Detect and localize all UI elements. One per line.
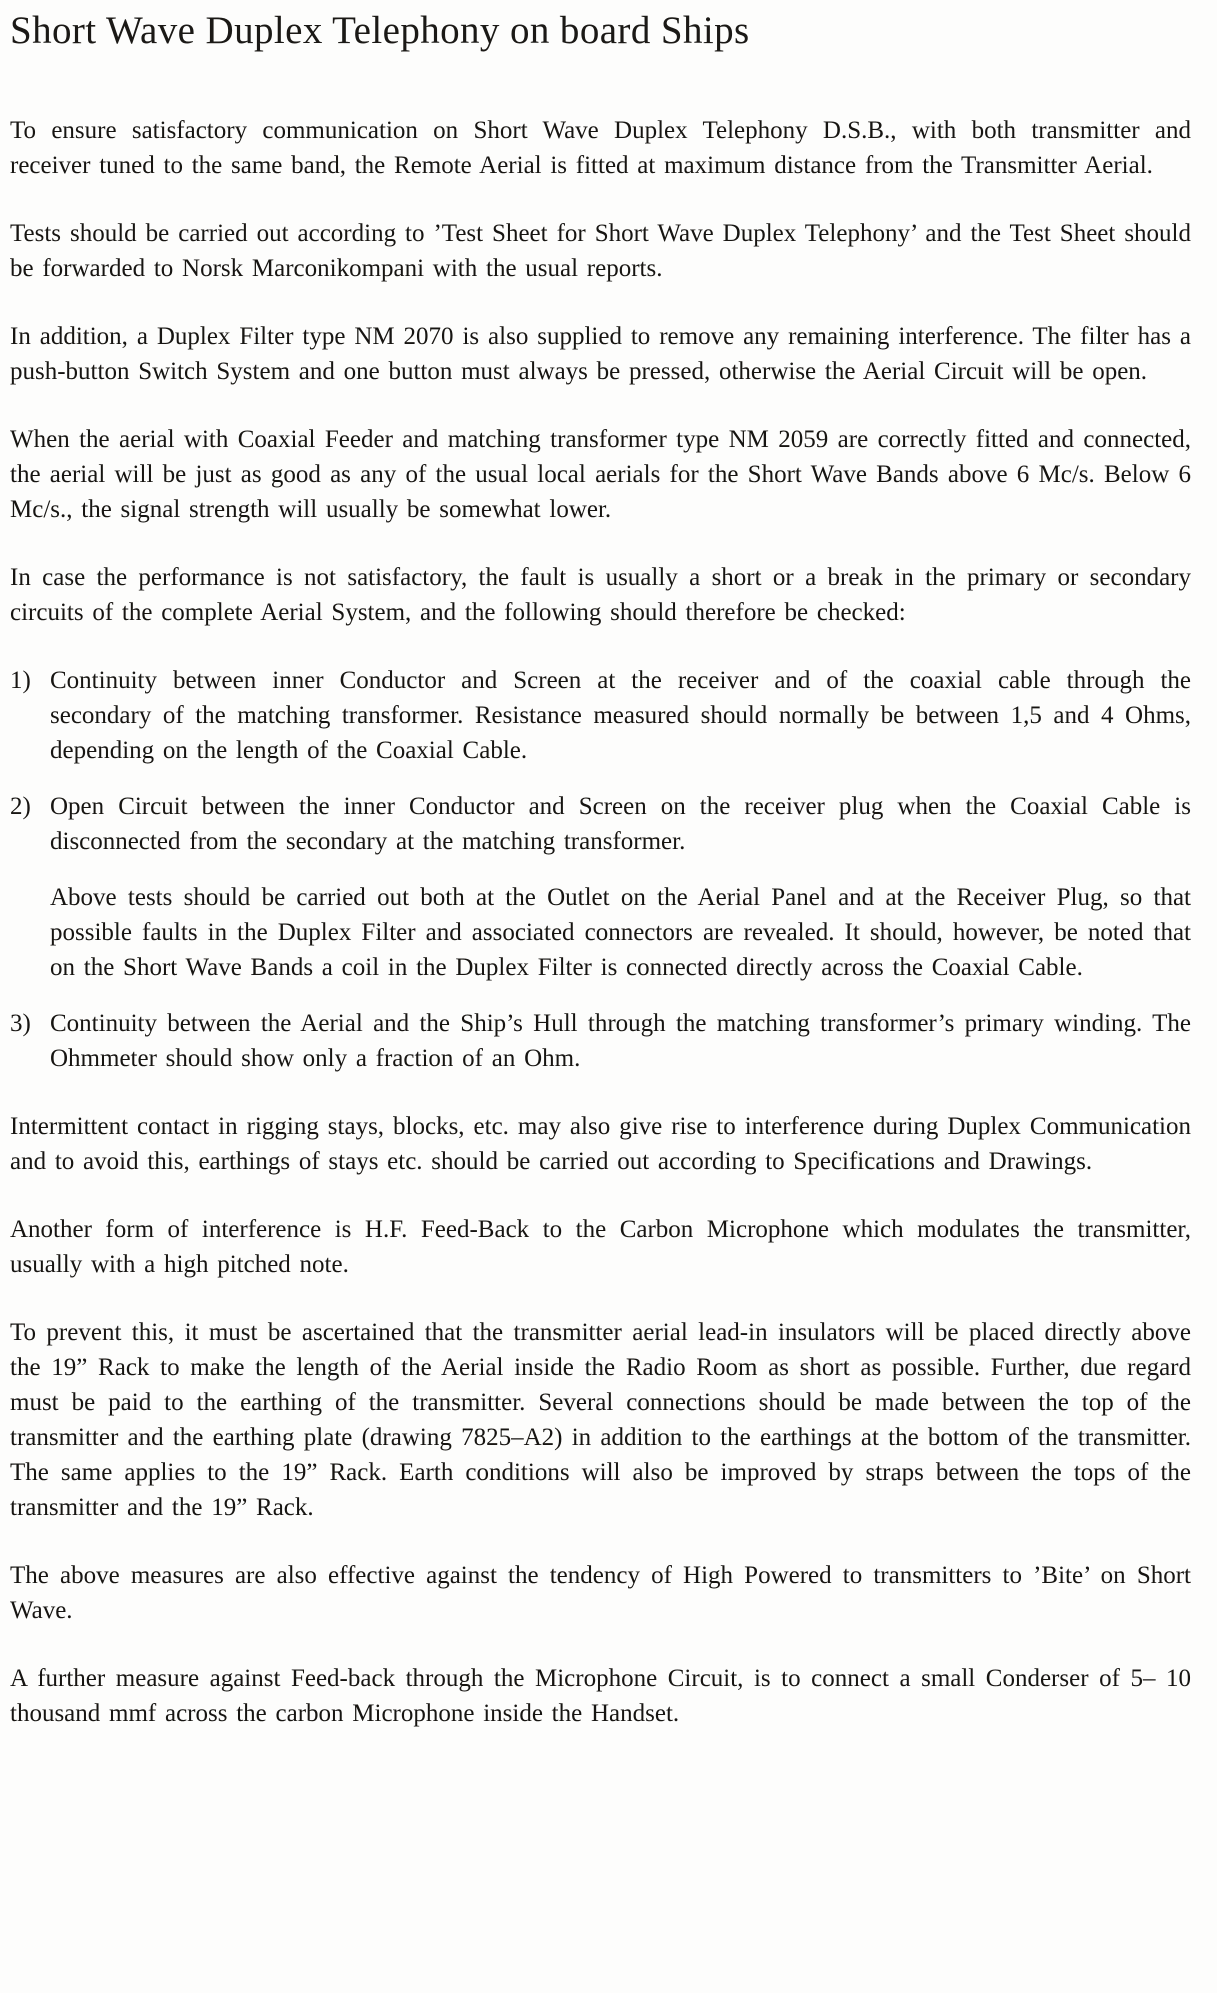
paragraph-closing-1: Intermittent contact in rigging stays, blocks, etc. may also give rise to interference during Duplex Communication and to avoid this, earthings of stays etc. should be carried out according to Specifications and Drawings.: [10, 1113, 1191, 1175]
paragraph-closing-5: A further measure against Feed-back through the Microphone Circuit, is to connect a small Conderser of 5– 10 thousand mmf across the carbon Microphone inside the Handset.: [10, 1665, 1191, 1727]
checklist-item-1-body: [50, 663, 1191, 768]
paragraph-intro-4: When the aerial with Coaxial Feeder and matching transformer type NM 2059 are correctly fitted and connected, the aerial will be just as good as any of the usual local aerials for the Short Wave Bands above 6 Mc/s. Below 6 Mc/s., the signal strength will usually be somewhat lower.: [10, 426, 1191, 523]
checklist-item-2: [10, 789, 1191, 985]
checklist-item-3-marker: 3): [10, 1010, 31, 1037]
paragraph-closing-4: The above measures are also effective against the tendency of High Powered to transmitters to ’Bite’ on Short Wave.: [10, 1562, 1191, 1624]
checklist-item-2-note: Above tests should be carried out both at the Outlet on the Aerial Panel and at the Receiver Plug, so that possible faults in the Duplex Filter and associated connectors are revealed. It should, however, be noted that on the Short Wave Bands a coil in the Duplex Filter is connected directly across the Coaxial Cable.: [50, 884, 1191, 981]
checklist-item-2-body: [50, 789, 1191, 985]
checklist-item-1-marker: 1): [10, 667, 31, 694]
paragraph-intro-2: Tests should be carried out according to ’Test Sheet for Short Wave Duplex Telephony’ and the Test Sheet should be forwarded to Norsk Marconikompani with the usual reports.: [10, 220, 1191, 282]
checklist-item-2-marker: 2): [10, 793, 31, 820]
checklist-item-1: [10, 663, 1191, 768]
paragraph-intro-1: To ensure satisfactory communication on Short Wave Duplex Telephony D.S.B., with both transmitter and receiver tuned to the same band, the Remote Aerial is fitted at maximum distance from the Transmitter Aerial.: [10, 117, 1191, 179]
checklist: [10, 663, 1191, 1076]
paragraph-intro-3: In addition, a Duplex Filter type NM 2070 is also supplied to remove any remaining interference. The filter has a push-button Switch System and one button must always be pressed, otherwise the Aerial Circuit will be open.: [10, 323, 1191, 385]
checklist-item-3: [10, 1006, 1191, 1076]
paragraph-closing-2: Another form of interference is H.F. Feed-Back to the Carbon Microphone which modulates the transmitter, usually with a high pitched note.: [10, 1216, 1191, 1278]
checklist-item-3-text: Continuity between the Aerial and the Ship’s Hull through the matching transformer’s primary winding. The Ohmmeter should show only a fraction of an Ohm.: [50, 1010, 1191, 1072]
checklist-item-1-text: Continuity between inner Conductor and Screen at the receiver and of the coaxial cable through the secondary of the matching transformer. Resistance measured should normally be between 1,5 and 4 Ohms, depending on the length of the Coaxial Cable.: [50, 667, 1191, 764]
page-title: Short Wave Duplex Telephony on board Ships: [10, 9, 750, 52]
checklist-item-2-text: Open Circuit between the inner Conductor and Screen on the receiver plug when the Coaxial Cable is disconnected from the secondary at the matching transformer.: [50, 793, 1191, 855]
checklist-item-3-body: [50, 1006, 1191, 1076]
paragraph-closing-3: To prevent this, it must be ascertained that the transmitter aerial lead-in insulators will be placed directly above the 19” Rack to make the length of the Aerial inside the Radio Room as short as possible. Further, due regard must be paid to the earthing of the transmitter. Several connections should be made between the top of the transmitter and the earthing plate (drawing 7825–A2) in addition to the earthings at the bottom of the transmitter. The same applies to the 19” Rack. Earth conditions will also be improved by straps between the tops of the transmitter and the 19” Rack.: [10, 1319, 1191, 1521]
paragraph-checklist-intro: In case the performance is not satisfactory, the fault is usually a short or a break in the primary or secondary circuits of the complete Aerial System, and the following should therefore be checked:: [10, 564, 1191, 626]
